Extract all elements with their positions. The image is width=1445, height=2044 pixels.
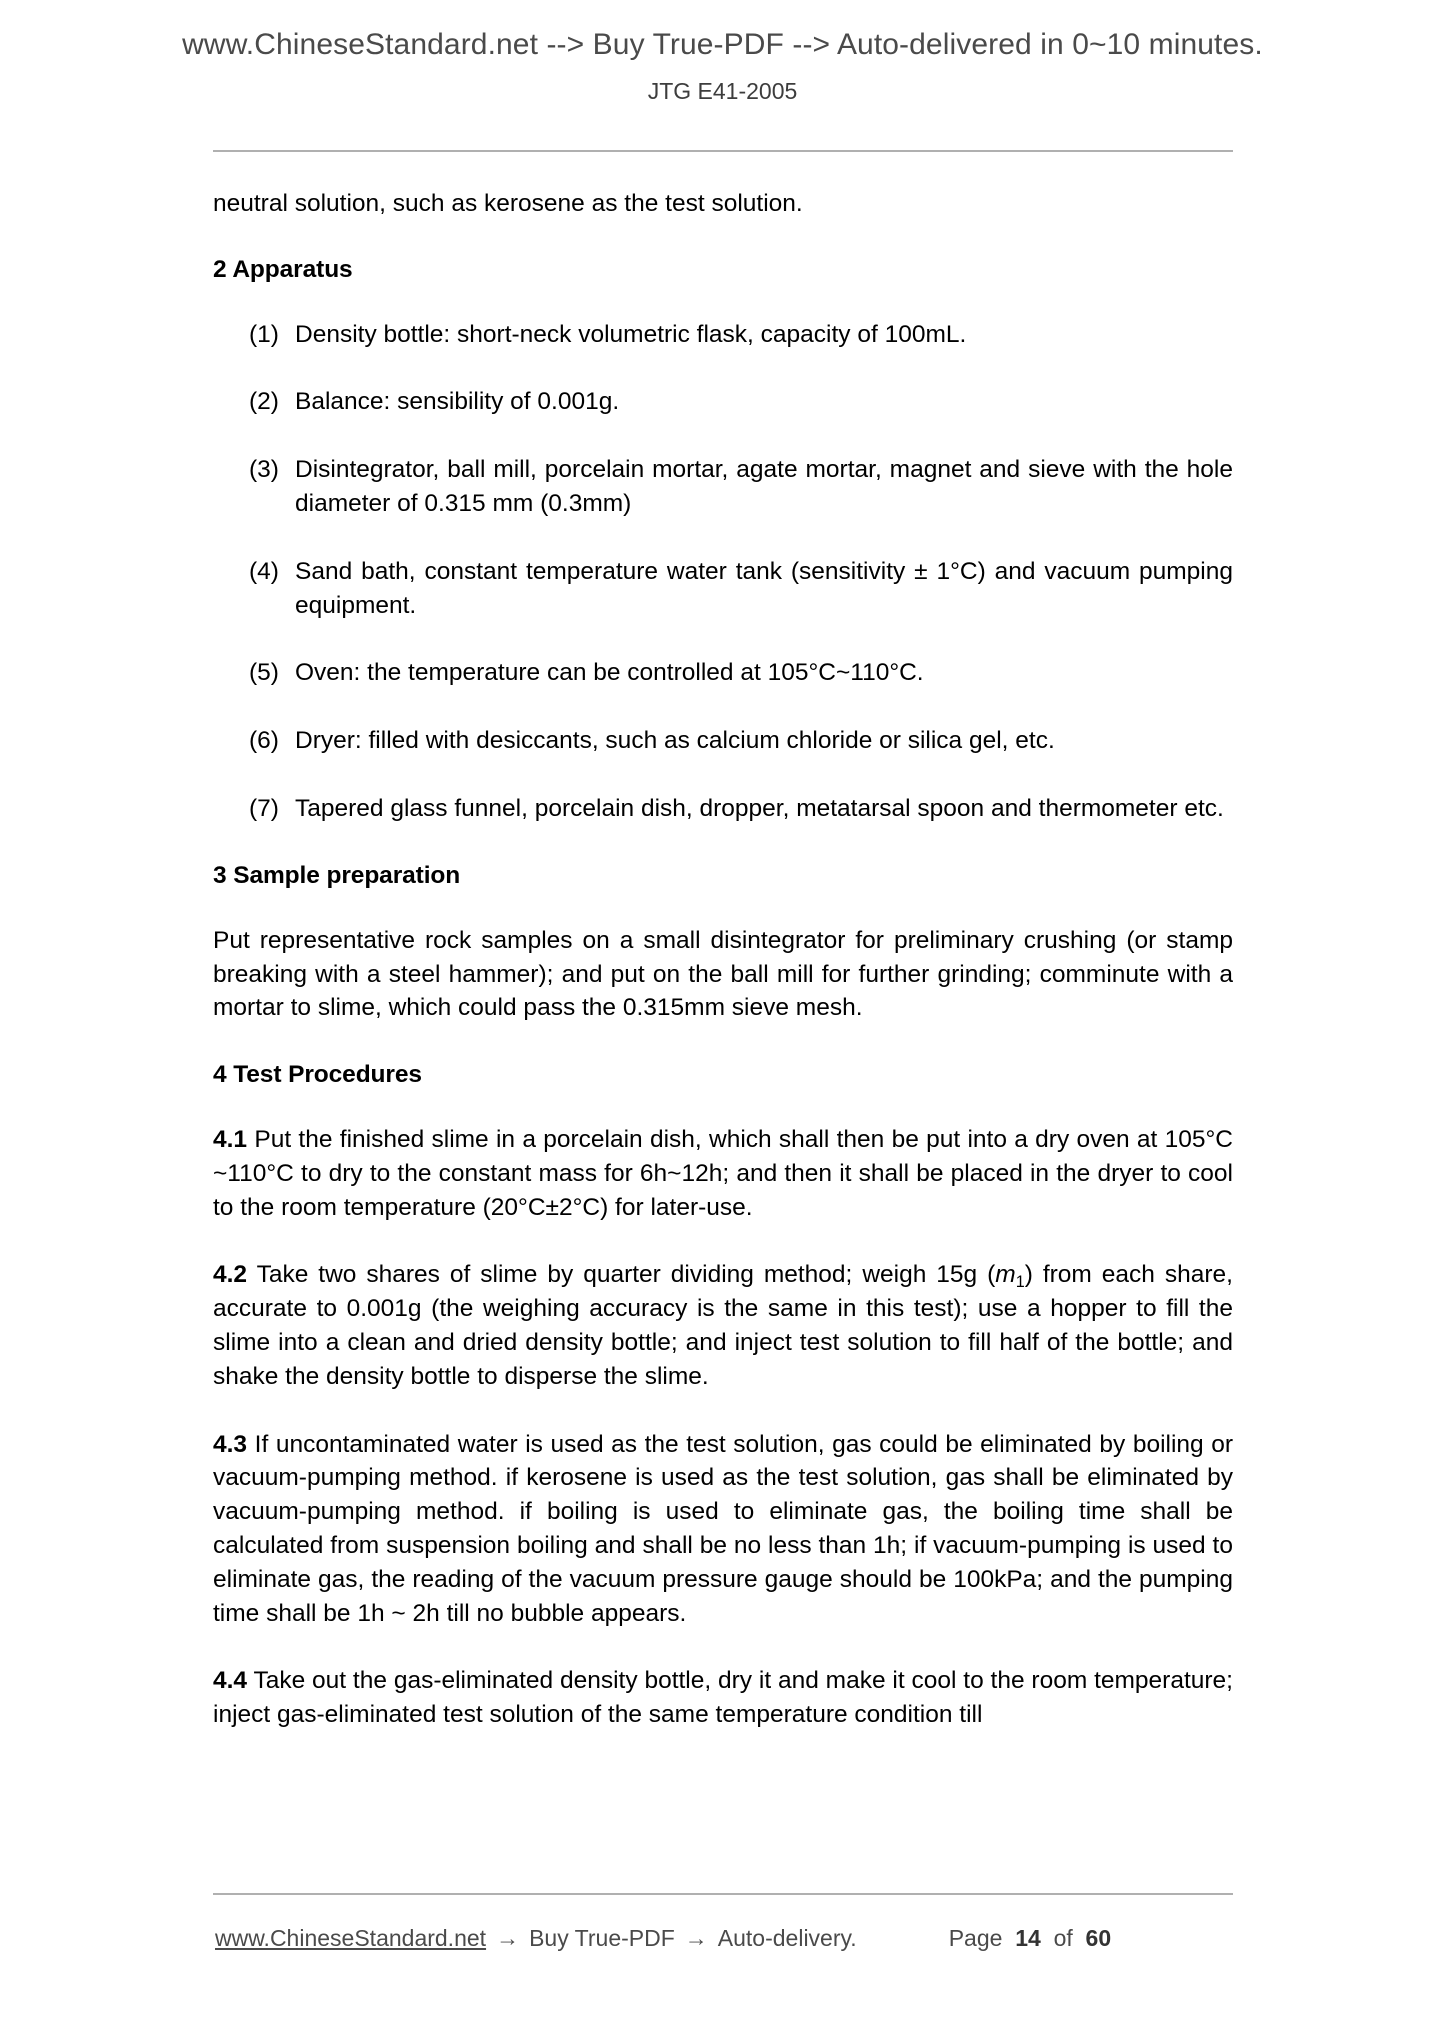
list-item xyxy=(213,318,1233,352)
arrow-right-icon: → xyxy=(496,1925,520,1951)
procedure-text: Put the finished slime in a porcelain dish, which shall then be put into a dry oven at 105°C ~110°C to dry to the constant mass for 6h~12h; and then it shall be placed in the dryer to cool to the room temperature (20°C±2°C) for later-use. xyxy=(213,1125,1233,1221)
procedure-text-before: Take two shares of slime by quarter dividing method; weigh 15g ( xyxy=(256,1261,996,1289)
list-item xyxy=(213,453,1233,521)
list-item xyxy=(213,555,1233,623)
arrow-right-icon: → xyxy=(684,1925,708,1951)
header-divider xyxy=(213,150,1233,152)
section-heading-apparatus: 2 Apparatus xyxy=(213,255,353,283)
procedure-paragraph-4-4 xyxy=(213,1664,1233,1732)
page-label: Page xyxy=(948,1925,1003,1951)
list-item-label: Balance: sensibility of 0.001g. xyxy=(295,388,620,416)
procedure-number: 4.3 xyxy=(213,1430,248,1458)
procedure-text: If uncontaminated water is used as the test solution, gas could be eliminated by boiling or vacuum-pumping method. if kerosene is used as the test solution, gas shall be eliminated by vacuum-pumping method. if boiling is used to eliminate gas, the boiling time shall be calculated from suspension boiling and shall be no less than 1h; if vacuum-pumping is used to eliminate gas, the reading of the vacuum pressure gauge should be 100kPa; and the pumping time shall be 1h ~ 2h till no bubble appears. xyxy=(213,1430,1233,1627)
footer-delivery-label: Auto-delivery. xyxy=(717,1925,857,1951)
standard-number: JTG E41-2005 xyxy=(647,78,798,104)
list-item-marker: (6) xyxy=(249,727,279,755)
list-item xyxy=(213,724,1233,758)
list-item xyxy=(213,385,1233,419)
of-label: of xyxy=(1053,1925,1073,1951)
procedure-number: 4.1 xyxy=(213,1125,248,1153)
procedure-text: Take out the gas-eliminated density bottle, dry it and make it cool to the room temperature; inject gas-eliminated test solution of the same temperature condition till xyxy=(213,1667,1233,1729)
procedure-number: 4.4 xyxy=(213,1667,248,1695)
list-item-label: Dryer: filled with desiccants, such as calcium chloride or silica gel, etc. xyxy=(295,727,1055,755)
footer-buy-label: Buy True-PDF xyxy=(529,1925,675,1951)
procedure-number: 4.2 xyxy=(213,1261,248,1289)
promo-header: www.ChineseStandard.net --> Buy True-PDF --> Auto-delivered in 0~10 minutes. xyxy=(182,28,1263,61)
list-item-label: Disintegrator, ball mill, porcelain mortar, agate mortar, magnet and sieve with the hole diameter of 0.315 mm (0.3mm) xyxy=(295,456,1233,518)
lead-paragraph: neutral solution, such as kerosene as the test solution. xyxy=(213,190,803,217)
page-number: 14 xyxy=(1015,1925,1041,1951)
sample-preparation-paragraph: Put representative rock samples on a small disintegrator for preliminary crushing (or stamp breaking with a steel hammer); and put on the ball mill for further grinding; comminute with a mortar to slime, which could pass the 0.315mm sieve mesh. xyxy=(213,926,1233,1022)
list-item-label: Density bottle: short-neck volumetric flask, capacity of 100mL. xyxy=(295,320,967,348)
list-item-label: Oven: the temperature can be controlled at 105°C~110°C. xyxy=(295,659,924,687)
footer-site-link[interactable]: www.ChineseStandard.net xyxy=(215,1925,487,1951)
total-pages: 60 xyxy=(1085,1925,1112,1951)
list-item-marker: (5) xyxy=(249,659,279,687)
list-item-marker: (1) xyxy=(249,320,279,348)
procedure-paragraph-4-2 xyxy=(213,1258,1233,1393)
list-item-label: Sand bath, constant temperature water tank (sensitivity ± 1°C) and vacuum pumping equipment. xyxy=(295,557,1233,619)
section-heading-sample-preparation: 3 Sample preparation xyxy=(213,861,461,889)
procedure-paragraph-4-1 xyxy=(213,1123,1233,1224)
page-indicator xyxy=(949,1925,1111,1952)
list-item xyxy=(213,792,1233,826)
page-content xyxy=(213,188,1233,1732)
list-item-label: Tapered glass funnel, porcelain dish, dropper, metatarsal spoon and thermometer etc. xyxy=(295,795,1224,823)
procedure-text-after: ) from each share, accurate to 0.001g (the weighing accuracy is the same in this test); use a hopper to fill the slime into a clean and dried density bottle; and inject test solution to fill half of the bottle; and shake the density bottle to disperse the slime. xyxy=(213,1261,1233,1390)
list-item xyxy=(213,656,1233,690)
list-item-marker: (2) xyxy=(249,388,279,416)
list-item-marker: (7) xyxy=(249,795,279,823)
procedure-paragraph-4-3 xyxy=(213,1428,1233,1631)
page-footer xyxy=(213,1925,1233,1952)
list-item-marker: (3) xyxy=(249,456,279,484)
section-heading-test-procedures: 4 Test Procedures xyxy=(213,1061,422,1089)
footer-divider xyxy=(213,1893,1233,1895)
list-item-marker: (4) xyxy=(249,557,279,585)
variable-subscript: 1 xyxy=(1015,1273,1025,1292)
variable-symbol: m xyxy=(995,1261,1016,1289)
